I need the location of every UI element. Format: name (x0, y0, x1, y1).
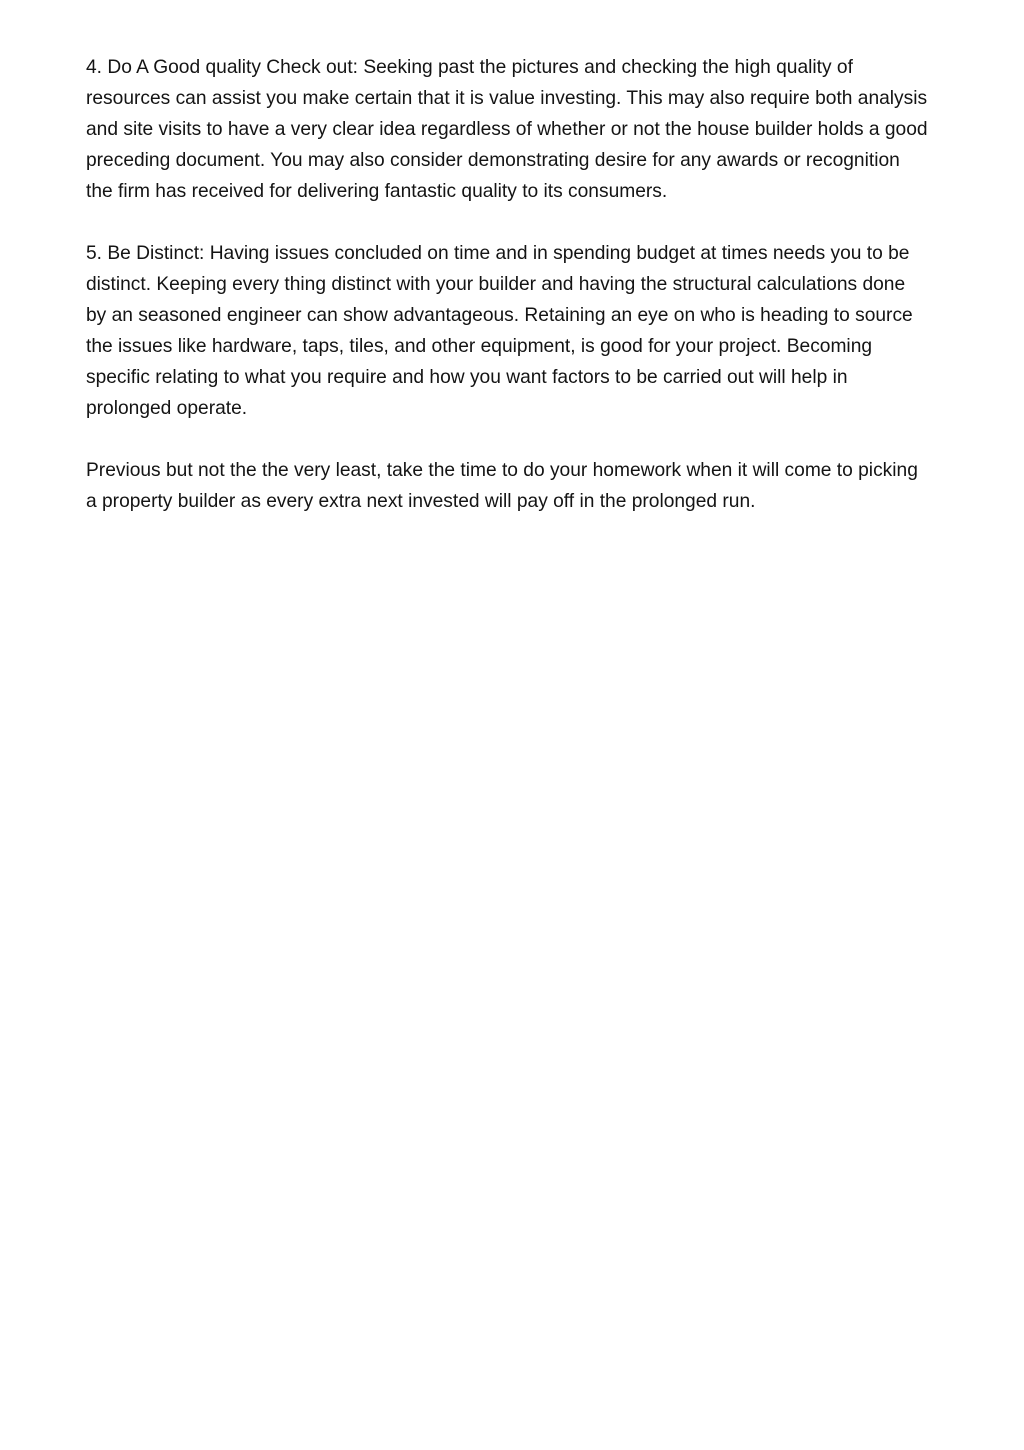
paragraph-be-distinct: 5. Be Distinct: Having issues concluded on time and in spending budget at times needs you to be distinct. Keeping every thing distinct with your builder and having the structural calculations done by an seasoned engineer can show advantageous. Retaining an eye on who is heading to source the issues like hardware, taps, tiles, and other equipment, is good for your project. Becoming specific relating to what you require and how you want factors to be carried out will help in prolonged operate. (86, 243, 913, 419)
document-body (86, 52, 928, 548)
paragraph-quality-check: 4. Do A Good quality Check out: Seeking past the pictures and checking the high quality of resources can assist you make certain that it is value investing. This may also require both analysis and site visits to have a very clear idea regardless of whether or not the house builder holds a good preceding document. You may also consider demonstrating desire for any awards or recognition the firm has received for delivering fantastic quality to its consumers. (86, 57, 928, 202)
paragraph-closing: Previous but not the the very least, take the time to do your homework when it will come to picking a property builder as every extra next invested will pay off in the prolonged run. (86, 460, 918, 512)
